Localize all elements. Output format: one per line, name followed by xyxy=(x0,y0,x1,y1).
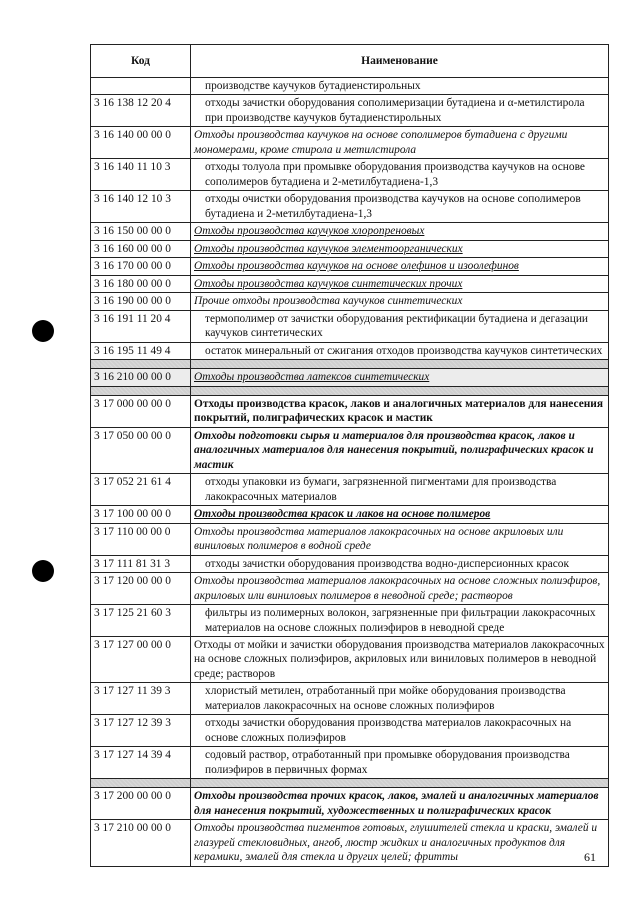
code-cell: 3 17 000 00 00 0 xyxy=(91,395,191,427)
table-row xyxy=(91,386,609,395)
table-row xyxy=(91,293,609,310)
name-cell: Отходы производства прочих красок, лаков, эмалей и аналогичных материалов для нанесения покрытий, художественных и полиграфических красок xyxy=(191,788,609,820)
code-cell: 3 16 180 00 00 0 xyxy=(91,275,191,292)
name-cell: Отходы подготовки сырья и материалов для производства красок, лаков и аналогичных материалов для нанесения покрытий, полиграфических красок и мастик xyxy=(191,427,609,473)
table-row xyxy=(91,95,609,127)
table-row xyxy=(91,506,609,523)
code-cell: 3 16 195 11 49 4 xyxy=(91,342,191,359)
name-cell: отходы зачистки оборудования производства водно-дисперсионных красок xyxy=(191,555,609,572)
name-cell: Отходы производства каучуков на основе олефинов и изоолефинов xyxy=(191,258,609,275)
code-cell: 3 17 111 81 31 3 xyxy=(91,555,191,572)
table-row xyxy=(91,747,609,779)
name-cell: термополимер от зачистки оборудования ректификации бутадиена и дегазации каучуков синтетических xyxy=(191,310,609,342)
code-cell: 3 17 200 00 00 0 xyxy=(91,788,191,820)
header-name: Наименование xyxy=(191,45,609,78)
name-cell: Прочие отходы производства каучуков синтетических xyxy=(191,293,609,310)
table-row xyxy=(91,683,609,715)
code-cell: 3 16 160 00 00 0 xyxy=(91,240,191,257)
table-row xyxy=(91,779,609,788)
code-cell: 3 16 150 00 00 0 xyxy=(91,223,191,240)
code-cell: 3 17 050 00 00 0 xyxy=(91,427,191,473)
binder-hole xyxy=(32,560,54,582)
table-row xyxy=(91,275,609,292)
table-row xyxy=(91,523,609,555)
table-row xyxy=(91,159,609,191)
name-cell: отходы очистки оборудования производства каучуков на основе сополимеров бутадиена и 2-метилбутадиена-1,3 xyxy=(191,191,609,223)
name-cell: Отходы от мойки и зачистки оборудования производства материалов лакокрасочных на основе сложных полиэфиров, акриловых или виниловых полимеров в неводной среде; растворов xyxy=(191,636,609,682)
table-row xyxy=(91,127,609,159)
name-cell: содовый раствор, отработанный при промывке оборудования производства полиэфиров в первичных формах xyxy=(191,747,609,779)
table-row xyxy=(91,605,609,637)
code-cell: 3 17 100 00 00 0 xyxy=(91,506,191,523)
table-row xyxy=(91,555,609,572)
table-row xyxy=(91,474,609,506)
name-cell: производстве каучуков бутадиенстирольных xyxy=(191,78,609,95)
table-row xyxy=(91,820,609,866)
table-row xyxy=(91,258,609,275)
shaded-separator xyxy=(91,386,191,395)
table-row xyxy=(91,369,609,386)
table-row xyxy=(91,715,609,747)
header-code: Код xyxy=(91,45,191,78)
name-cell: Отходы производства каучуков на основе сополимеров бутадиена с другими мономерами, кроме стирола и метилстирола xyxy=(191,127,609,159)
waste-code-table xyxy=(90,44,609,867)
code-cell: 3 17 110 00 00 0 xyxy=(91,523,191,555)
name-cell: Отходы производства материалов лакокрасочных на основе акриловых или виниловых полимеров в водной среде xyxy=(191,523,609,555)
table-row xyxy=(91,427,609,473)
name-cell: отходы зачистки оборудования сополимеризации бутадиена и α-метилстирола при производстве каучуков бутадиенстирольных xyxy=(191,95,609,127)
code-cell: 3 17 127 00 00 0 xyxy=(91,636,191,682)
page-number: 61 xyxy=(584,850,596,864)
code-cell: 3 17 127 14 39 4 xyxy=(91,747,191,779)
code-cell: 3 16 140 12 10 3 xyxy=(91,191,191,223)
shaded-separator xyxy=(191,386,609,395)
code-cell: 3 16 140 00 00 0 xyxy=(91,127,191,159)
table-row xyxy=(91,636,609,682)
name-cell: отходы зачистки оборудования производства материалов лакокрасочных на основе сложных полиэфиров xyxy=(191,715,609,747)
name-cell: отходы толуола при промывке оборудования производства каучуков на основе сополимеров бутадиена и 2-метилбутадиена-1,3 xyxy=(191,159,609,191)
name-cell: остаток минеральный от сжигания отходов производства каучуков синтетических xyxy=(191,342,609,359)
code-cell xyxy=(91,78,191,95)
table-row xyxy=(91,310,609,342)
code-cell: 3 16 190 00 00 0 xyxy=(91,293,191,310)
table-row xyxy=(91,240,609,257)
code-cell: 3 16 140 11 10 3 xyxy=(91,159,191,191)
code-cell: 3 16 170 00 00 0 xyxy=(91,258,191,275)
binder-hole xyxy=(32,320,54,342)
name-cell: Отходы производства каучуков элементоорганических xyxy=(191,240,609,257)
code-cell: 3 17 125 21 60 3 xyxy=(91,605,191,637)
code-cell: 3 17 210 00 00 0 xyxy=(91,820,191,866)
code-cell: 3 17 120 00 00 0 xyxy=(91,573,191,605)
code-cell: 3 17 127 12 39 3 xyxy=(91,715,191,747)
table-row xyxy=(91,573,609,605)
table-row xyxy=(91,223,609,240)
code-cell: 3 17 127 11 39 3 xyxy=(91,683,191,715)
shaded-separator xyxy=(91,779,191,788)
code-cell: 3 16 138 12 20 4 xyxy=(91,95,191,127)
shaded-separator xyxy=(91,360,191,369)
name-cell: Отходы производства латексов синтетических xyxy=(191,369,609,386)
name-cell: Отходы производства пигментов готовых, глушителей стекла и краски, эмалей и глазурей стекловидных, ангоб, люстр жидких и аналогичных продуктов для керамики, эмалей для стекла и других целей; фритты xyxy=(191,820,609,866)
table-row xyxy=(91,788,609,820)
name-cell: Отходы производства красок и лаков на основе полимеров xyxy=(191,506,609,523)
table-row xyxy=(91,395,609,427)
table-header-row xyxy=(91,45,609,78)
name-cell: Отходы производства каучуков хлоропреновых xyxy=(191,223,609,240)
name-cell: хлористый метилен, отработанный при мойке оборудования производства материалов лакокрасочных на основе сложных полиэфиров xyxy=(191,683,609,715)
code-cell: 3 17 052 21 61 4 xyxy=(91,474,191,506)
name-cell: отходы упаковки из бумаги, загрязненной пигментами для производства лакокрасочных материалов xyxy=(191,474,609,506)
name-cell: Отходы производства каучуков синтетических прочих xyxy=(191,275,609,292)
name-cell: фильтры из полимерных волокон, загрязненные при фильтрации лакокрасочных материалов на основе сложных полиэфиров в неводной среде xyxy=(191,605,609,637)
code-cell: 3 16 191 11 20 4 xyxy=(91,310,191,342)
name-cell: Отходы производства красок, лаков и аналогичных материалов для нанесения покрытий, полиграфических красок и мастик xyxy=(191,395,609,427)
table-row xyxy=(91,78,609,95)
table-body xyxy=(91,78,609,867)
table-row xyxy=(91,191,609,223)
table-row xyxy=(91,342,609,359)
name-cell: Отходы производства материалов лакокрасочных на основе сложных полиэфиров, акриловых или виниловых полимеров в неводной среде; растворов xyxy=(191,573,609,605)
shaded-separator xyxy=(191,360,609,369)
shaded-separator xyxy=(191,779,609,788)
table-row xyxy=(91,360,609,369)
code-cell: 3 16 210 00 00 0 xyxy=(91,369,191,386)
